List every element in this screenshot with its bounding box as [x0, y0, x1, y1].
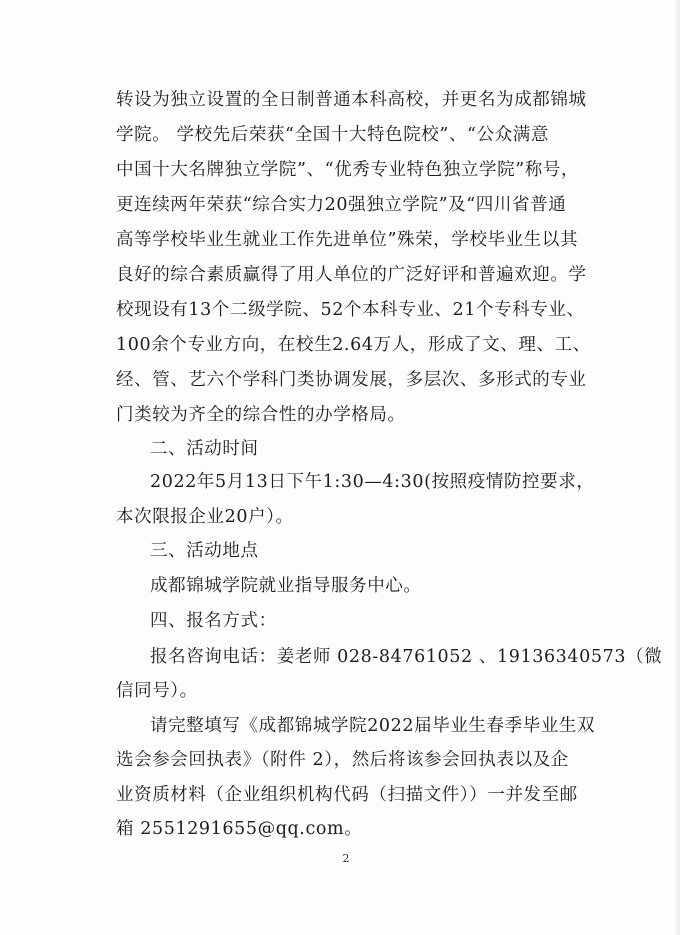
- paragraph-line: 更连续两年荣获“综合实力20强独立学院”及“四川省普通: [116, 195, 567, 215]
- paragraph-line: 学院。 学校先后荣获“全国十大特色院校”、“公众满意: [116, 125, 550, 145]
- paragraph-line: 本次限报企业20户）。: [116, 507, 294, 527]
- paragraph-line: 箱 2551291655@qq.com。: [116, 819, 363, 839]
- paragraph-line: 良好的综合素质赢得了用人单位的广泛好评和普遍欢迎。学: [116, 265, 587, 285]
- paragraph-line: 校现设有13个二级学院、52个本科专业、21个专科专业、: [116, 300, 585, 320]
- paragraph-line: 业资质材料（企业组织机构代码（扫描文件））一并发至邮: [116, 785, 578, 805]
- scan-edge: [674, 0, 680, 935]
- section-heading: 四、报名方式：: [150, 611, 277, 631]
- paragraph-line: 2022年5月13日下午1:30—4:30(按照疫情防控要求，: [150, 472, 595, 492]
- paragraph-line: 转设为独立设置的全日制普通本科高校，并更名为成都锦城: [116, 90, 587, 110]
- paragraph-line: 经、管、艺六个学科门类协调发展，多层次、多形式的专业: [116, 370, 587, 390]
- paragraph-line: 请完整填写《成都锦城学院2022届毕业生春季毕业生双: [150, 716, 596, 736]
- page-number: 2: [342, 852, 350, 865]
- section-heading: 三、活动地点: [150, 541, 259, 561]
- paragraph-line: 成都锦城学院就业指导服务中心。: [150, 576, 422, 596]
- paragraph-line: 信同号）。: [116, 681, 198, 701]
- paragraph-line: 100余个专业方向，在校生2.64万人，形成了文、理、工、: [116, 335, 591, 355]
- paragraph-line: 高等学校毕业生就业工作先进单位”殊荣，学校毕业生以其: [116, 230, 579, 250]
- paragraph-line: 选会参会回执表》（附件 2），然后将该参会回执表以及企: [116, 750, 569, 770]
- paragraph-line: 报名咨询电话：姜老师 028-84761052 、19136340573（微: [150, 647, 663, 667]
- paragraph-line: 门类较为齐全的综合性的办学格局。: [116, 405, 406, 425]
- section-heading: 二、活动时间: [150, 439, 259, 459]
- paragraph-line: 中国十大名牌独立学院”、“优秀专业特色独立学院”称号，: [116, 160, 580, 180]
